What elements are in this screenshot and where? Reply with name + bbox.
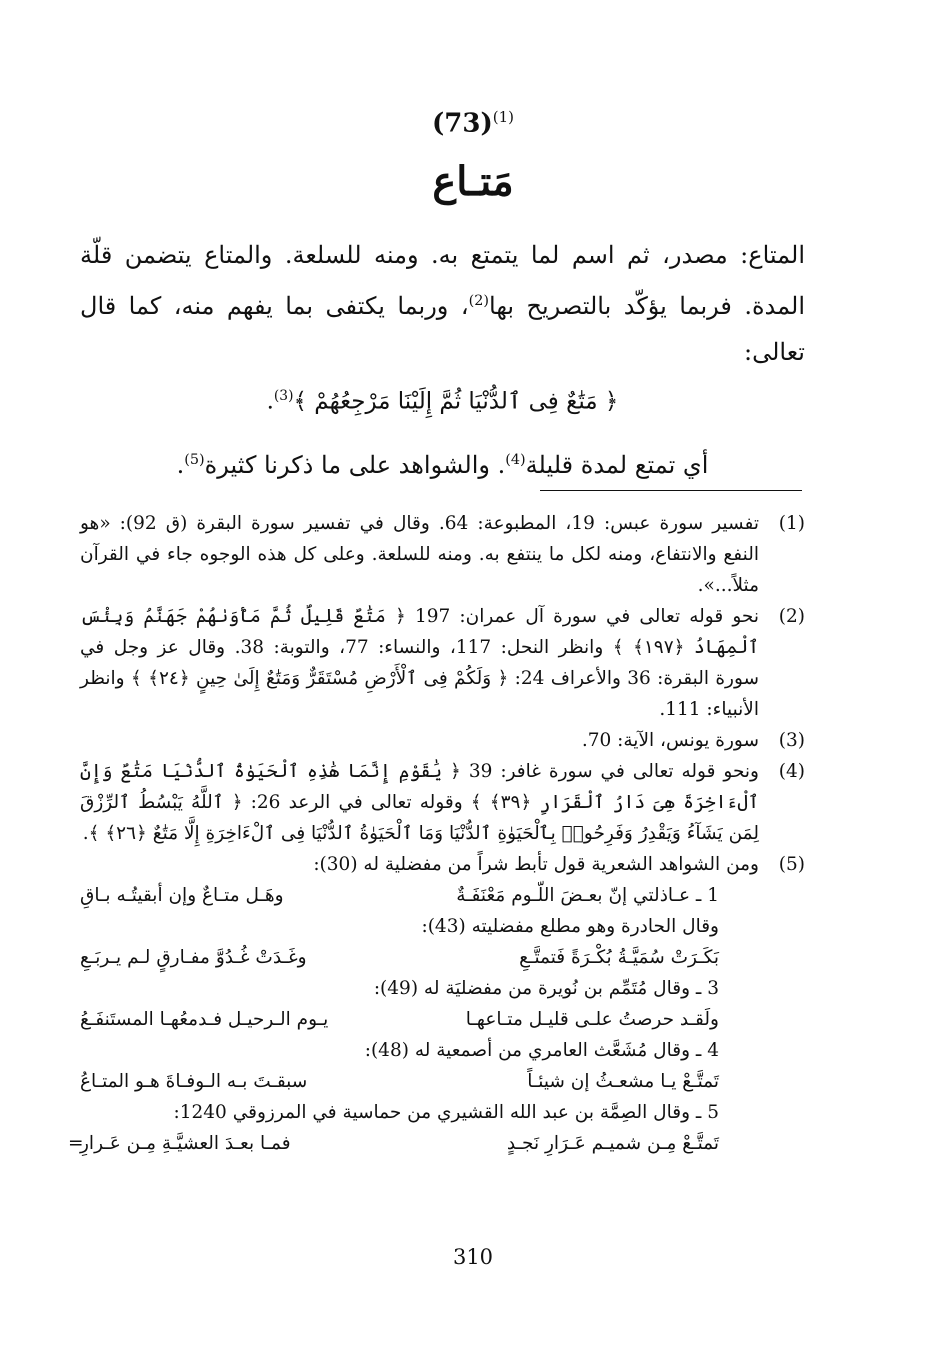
- footnote-text: تفسير سورة عبس: 19، المطبوعة: 64. وقال في تفسير سورة البقرة (ق 92): «هو النفع والانتفاع، ومنه لكل ما ينتفع به. ومنه للسلعة. وعلى كل هذه الوجوه جاء في القرآن مثلاً...».: [80, 513, 759, 596]
- body-text-2: أي تمتع لمدة قليلة: [525, 451, 709, 479]
- footnotes: [68, 508, 805, 1159]
- poem-first-hemistich: 1 ـ عـاذلتي إنّ بعـضَ اللّـوم مَعْنَفَـةٌ: [456, 885, 719, 906]
- quran-verse-end: .: [266, 388, 274, 415]
- continuation-mark: =: [68, 1133, 84, 1154]
- entry-number-value: (73): [431, 108, 493, 139]
- quran-verse-text: ﴿ مَتَٰعٌ فِى ٱلدُّنْيَا ثُمَّ إِلَيْنَا مَرْجِعُهُمْ ﴾: [293, 388, 619, 415]
- footnote-text: نحو قوله تعالى في سورة آل عمران: 197 ﴿ مَتَٰعٌ قَلِيلٌ ثُمَّ مَأْوَىٰهُمْ جَهَنَّمُ وَبِئْسَ ٱلْمِهَادُ ﴿١٩٧﴾ ﴾ وانظر النحل: 117، والنساء: 77، والتوبة: 38. وقال عز وجل في سورة البقرة: 36 والأعراف 24: ﴿ وَلَكُمْ فِى ٱلْأَرْضِ مُسْتَقَرٌّ وَمَتَٰعٌ إِلَىٰ حِينٍ ﴿٢٤﴾ ﴾ وانظر الأنبياء: 111.: [80, 606, 760, 720]
- footnote-text: ومن الشواهد الشعرية قول تأبط شراً من مفضلية له (30):: [313, 854, 759, 875]
- poem-note: 5 ـ وقال الصِمَّة بن عبد الله القشيري من حماسية في المرزوقي 1240:: [173, 1102, 719, 1123]
- poem-second-hemistich: يـوم الـرحيـل فـدمعُهـا المستَنفَـعُ: [80, 1009, 329, 1030]
- footnote: [80, 756, 805, 849]
- body-text-2-mid: . والشواهد على ما ذكرنا كثيرة: [204, 451, 506, 479]
- poem-first-hemistich: ولَقـد حرصتُ علـى قليـل متـاعهـا: [465, 1009, 719, 1030]
- poem-note: وقال الحادرة وهو مطلع مفضليته (43):: [421, 916, 719, 937]
- footnote-number: (3): [778, 730, 805, 751]
- footnote: [80, 849, 805, 880]
- poem-second-hemistich: وهَـل متـاعٌ وإن أبقيتُـه بـاقِ: [80, 885, 284, 906]
- footnote-text: ونحو قوله تعالى في سورة غافر: 39 ﴿ يَٰقَوْمِ إِنَّمَا هَٰذِهِ ٱلْحَيَوٰةُ ٱلدُّنْيَا مَتَٰعٌ وَإِنَّ ٱلْءَاخِرَةَ هِىَ دَارُ ٱلْقَرَارِ ﴿٣٩﴾ ﴾ وقوله تعالى في الرعد 26: ﴿ ٱللَّهُ يَبْسُطُ ٱلرِّزْقَ لِمَن يَشَآءُ وَيَقْدِرُ وَفَرِحُوا۟ بِٱلْحَيَوٰةِ ٱلدُّنْيَا وَمَا ٱلْحَيَوٰةُ ٱلدُّنْيَا فِى ٱلْءَاخِرَةِ إِلَّا مَتَٰعٌ ﴿٢٦﴾ ﴾.: [80, 761, 759, 844]
- body-paragraph-2: [80, 440, 805, 485]
- footnote-number: (2): [778, 606, 805, 627]
- body-text-1-end: ، وربما يكتفى بما يفهم منه، كما قال تعالى:: [80, 292, 805, 366]
- footnote-ref-4: (4): [505, 452, 526, 468]
- body-text-1: المتاع: مصدر، ثم اسم لما يتمتع به. ومنه للسلعة. والمتاع يتضمن قلّة المدة. فربما يؤكّد بالتصريح بها: [80, 241, 806, 320]
- poem-second-hemistich: سبقـتَ بـه الـوفـاةَ هـو المتـاعُ: [80, 1071, 308, 1092]
- poem-second-hemistich: وغَـدَتْ غُـدُوَّ مفـارقٍ لـم يـربَـعِ: [80, 947, 307, 968]
- body-paragraph: [80, 232, 805, 375]
- poem-verse-wrapper: [68, 1128, 805, 1159]
- poem-verse: [80, 1128, 805, 1159]
- poem-second-hemistich: فمـا بعـدَ العشيَّـةِ مِـن عَـرارِ: [80, 1133, 291, 1154]
- poem-verse: [80, 880, 805, 911]
- poem-first-hemistich: تَمتَّـعْ مِـن شميـم عَـرَارِ نَجـدٍ: [506, 1133, 719, 1154]
- footnote: [80, 725, 805, 756]
- poem-note: 4 ـ وقال مُشَعَّث العامري من أصمعية له (48):: [364, 1040, 719, 1061]
- footnote: [80, 601, 805, 725]
- poem-note: 3 ـ وقال مُتَمِّم بن نُويرة من مفضليَة له (49):: [373, 978, 719, 999]
- footnote: [80, 508, 805, 601]
- footnote-text: سورة يونس، الآية: 70.: [581, 730, 759, 751]
- body-text-2-end: .: [176, 451, 185, 479]
- footnote-ref-3: (3): [273, 388, 294, 404]
- entry-number: [0, 108, 946, 139]
- poem-verse: [80, 1004, 805, 1035]
- footnote-divider: [540, 490, 802, 491]
- poem-first-hemistich: بَكَـرَتْ سُمَيَّـةُ بُكْـرَةً فَتمتَّـعِ: [519, 947, 719, 968]
- footnote-number: (4): [778, 761, 805, 782]
- footnote-number: (1): [778, 513, 805, 534]
- footnote-ref-5: (5): [184, 452, 205, 468]
- poem-verse: [80, 942, 805, 973]
- quran-verse: [80, 376, 805, 422]
- page-number: 310: [452, 1245, 494, 1269]
- entry-title: مَتـاع: [432, 158, 514, 205]
- poem-first-hemistich: تَمتَّـعْ يـا مشعـثُ إن شيئـاً: [527, 1071, 719, 1092]
- poem-verse: [80, 1066, 805, 1097]
- footnote-ref-2: (2): [468, 293, 489, 309]
- footnote-number: (5): [778, 854, 805, 875]
- entry-footnote-ref: (1): [492, 108, 515, 126]
